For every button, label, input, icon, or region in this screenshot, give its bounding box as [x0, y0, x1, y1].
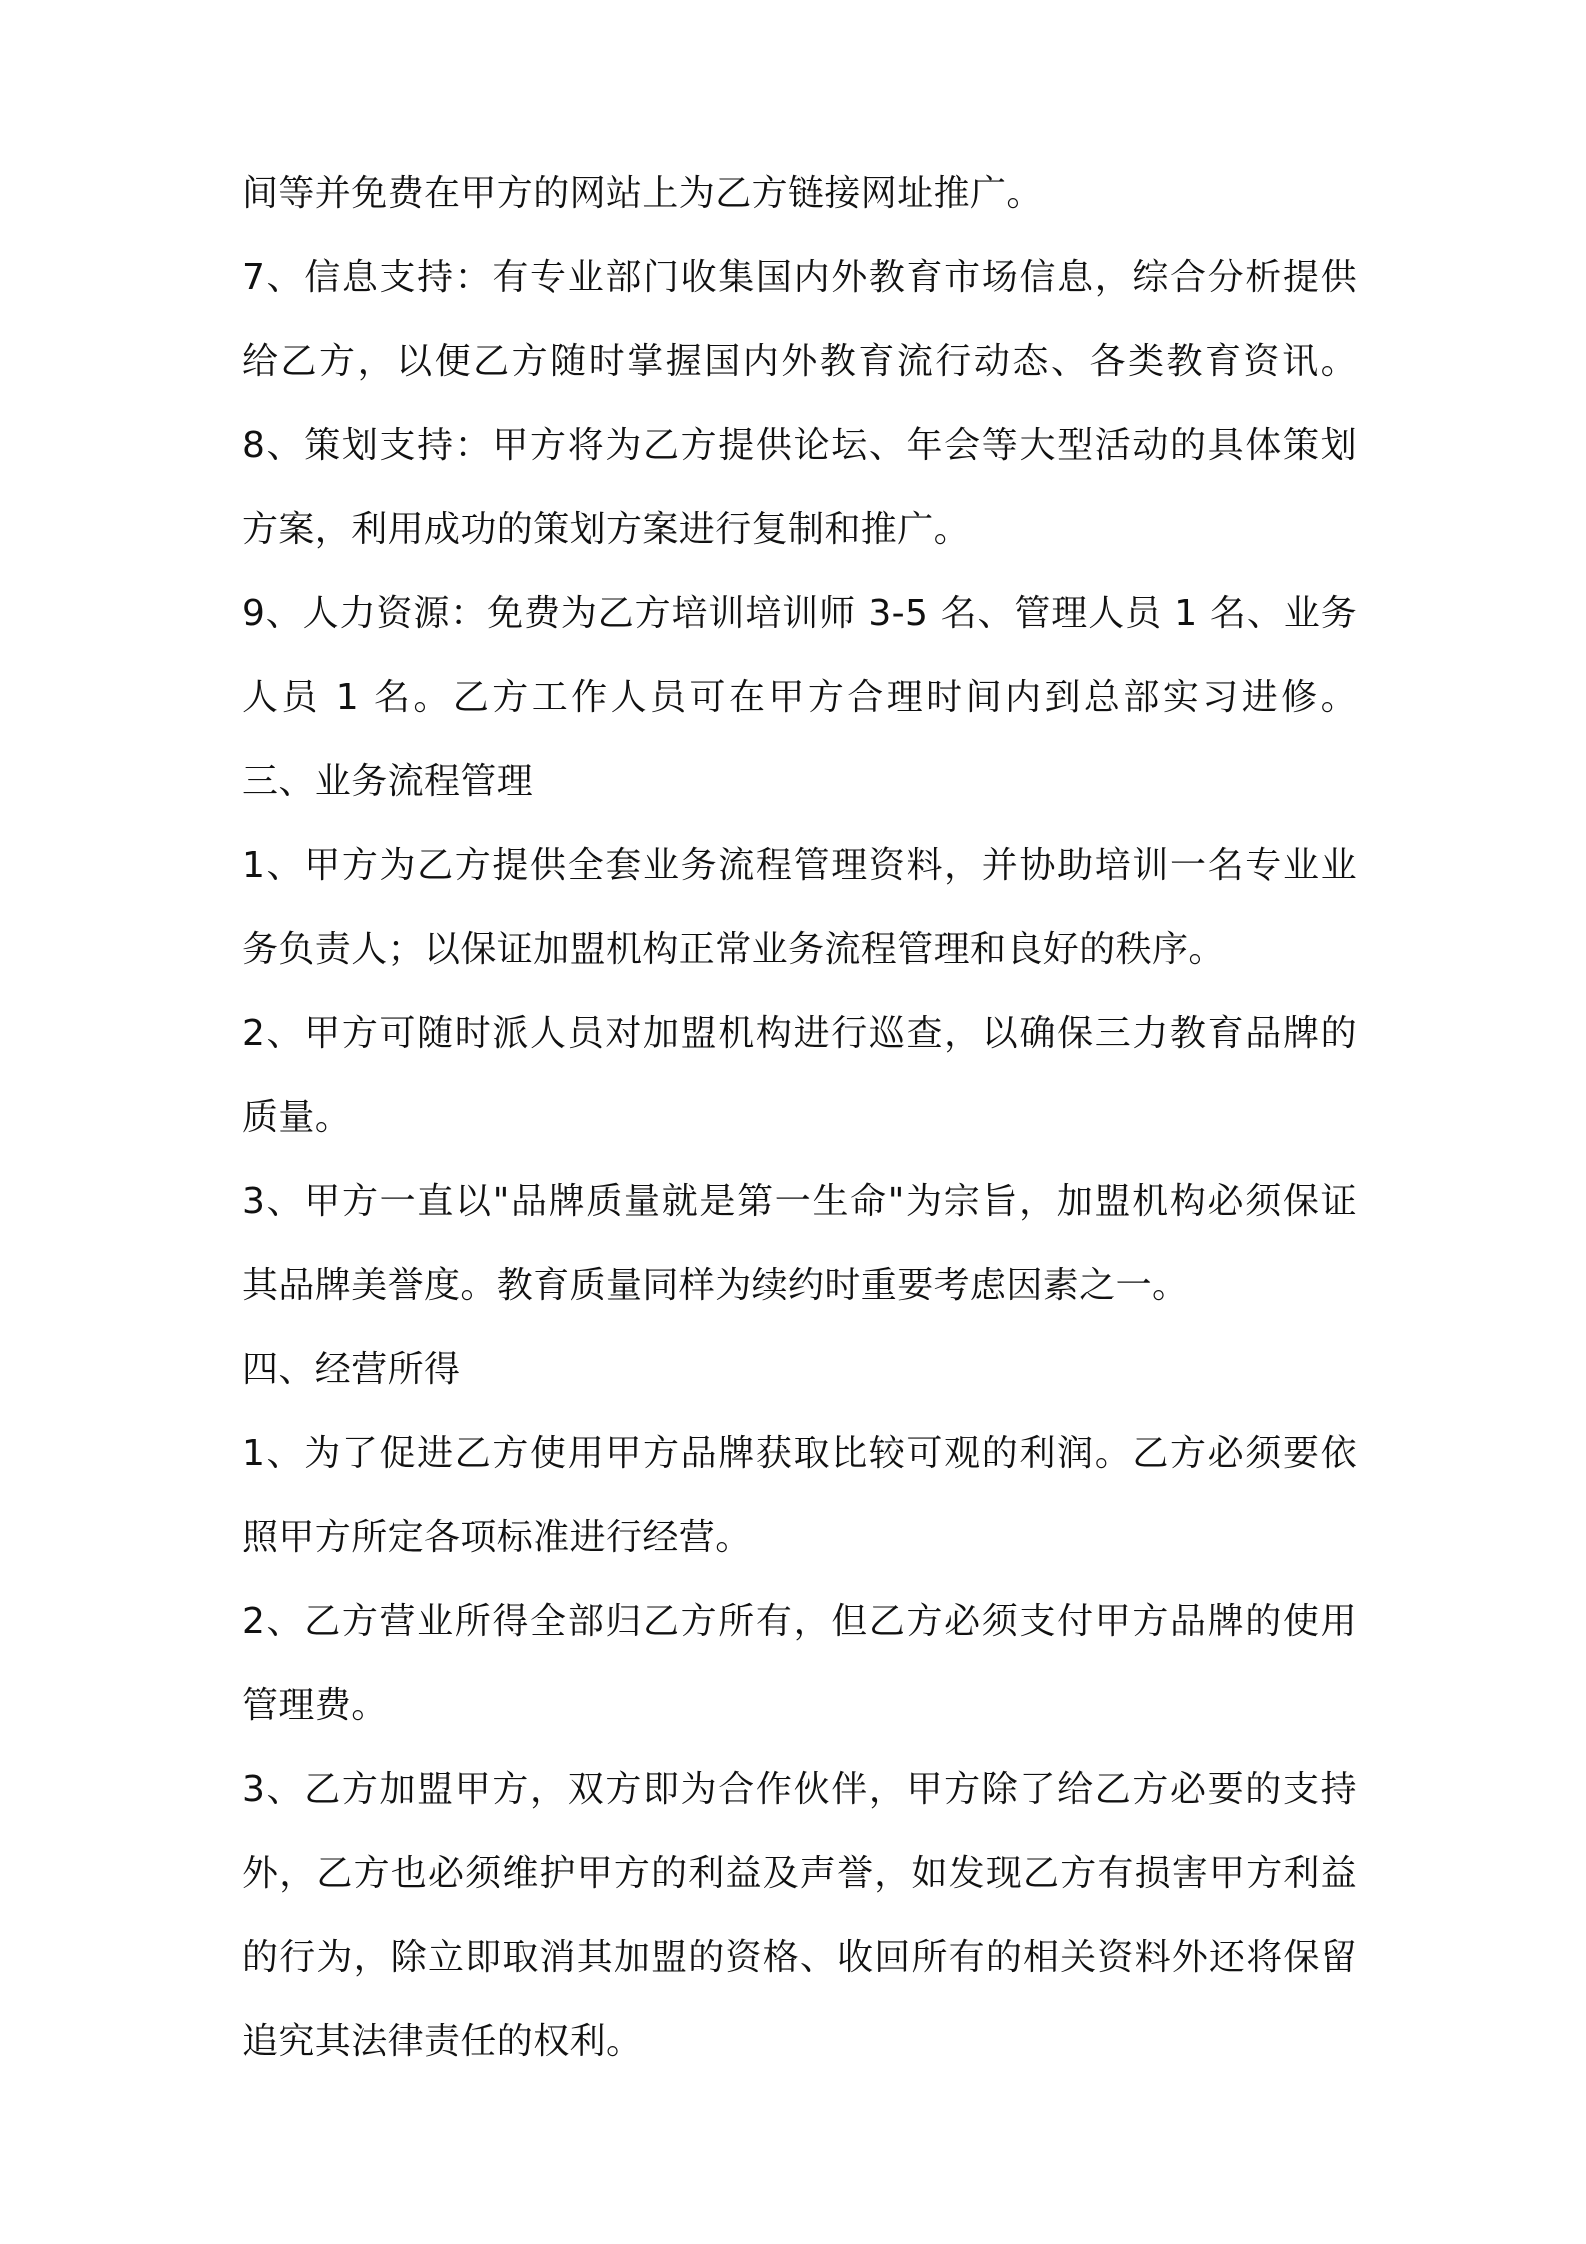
text-line: 方案，利用成功的策划方案进行复制和推广。 — [242, 509, 971, 550]
text-line: 人员 1 名。乙方工作人员可在甲方合理时间内到总部实习进修。 — [242, 677, 1357, 718]
text-line: 四、经营所得 — [242, 1349, 461, 1390]
text-line: 3、甲方一直以"品牌质量就是第一生命"为宗旨，加盟机构必须保证 — [242, 1181, 1357, 1222]
text-line: 9、人力资源：免费为乙方培训培训师 3-5 名、管理人员 1 名、业务 — [242, 593, 1357, 634]
text-line: 2、甲方可随时派人员对加盟机构进行巡查，以确保三力教育品牌的 — [242, 1013, 1357, 1054]
text-line: 1、为了促进乙方使用甲方品牌获取比较可观的利润。乙方必须要依 — [242, 1433, 1357, 1474]
text-line: 其品牌美誉度。教育质量同样为续约时重要考虑因素之一。 — [242, 1265, 1189, 1306]
text-line: 务负责人；以保证加盟机构正常业务流程管理和良好的秩序。 — [242, 929, 1225, 970]
text-line: 外，乙方也必须维护甲方的利益及声誉，如发现乙方有损害甲方利益 — [242, 1853, 1357, 1894]
text-line: 给乙方，以便乙方随时掌握国内外教育流行动态、各类教育资讯。 — [242, 341, 1357, 382]
text-line: 三、业务流程管理 — [242, 761, 534, 802]
text-line: 1、甲方为乙方提供全套业务流程管理资料，并协助培训一名专业业 — [242, 845, 1357, 886]
text-line: 2、乙方营业所得全部归乙方所有，但乙方必须支付甲方品牌的使用 — [242, 1601, 1357, 1642]
text-line: 照甲方所定各项标准进行经营。 — [242, 1517, 752, 1558]
text-line: 3、乙方加盟甲方，双方即为合作伙伴，甲方除了给乙方必要的支持 — [242, 1769, 1357, 1810]
document-body — [242, 152, 1357, 2084]
text-line: 8、策划支持：甲方将为乙方提供论坛、年会等大型活动的具体策划 — [242, 425, 1357, 466]
text-line: 间等并免费在甲方的网站上为乙方链接网址推广。 — [242, 173, 1043, 214]
text-line: 追究其法律责任的权利。 — [242, 2021, 643, 2062]
text-line: 质量。 — [242, 1097, 352, 1138]
text-line: 管理费。 — [242, 1685, 388, 1726]
text-line: 7、信息支持：有专业部门收集国内外教育市场信息，综合分析提供 — [242, 257, 1357, 298]
text-line: 的行为，除立即取消其加盟的资格、收回所有的相关资料外还将保留 — [242, 1937, 1357, 1978]
